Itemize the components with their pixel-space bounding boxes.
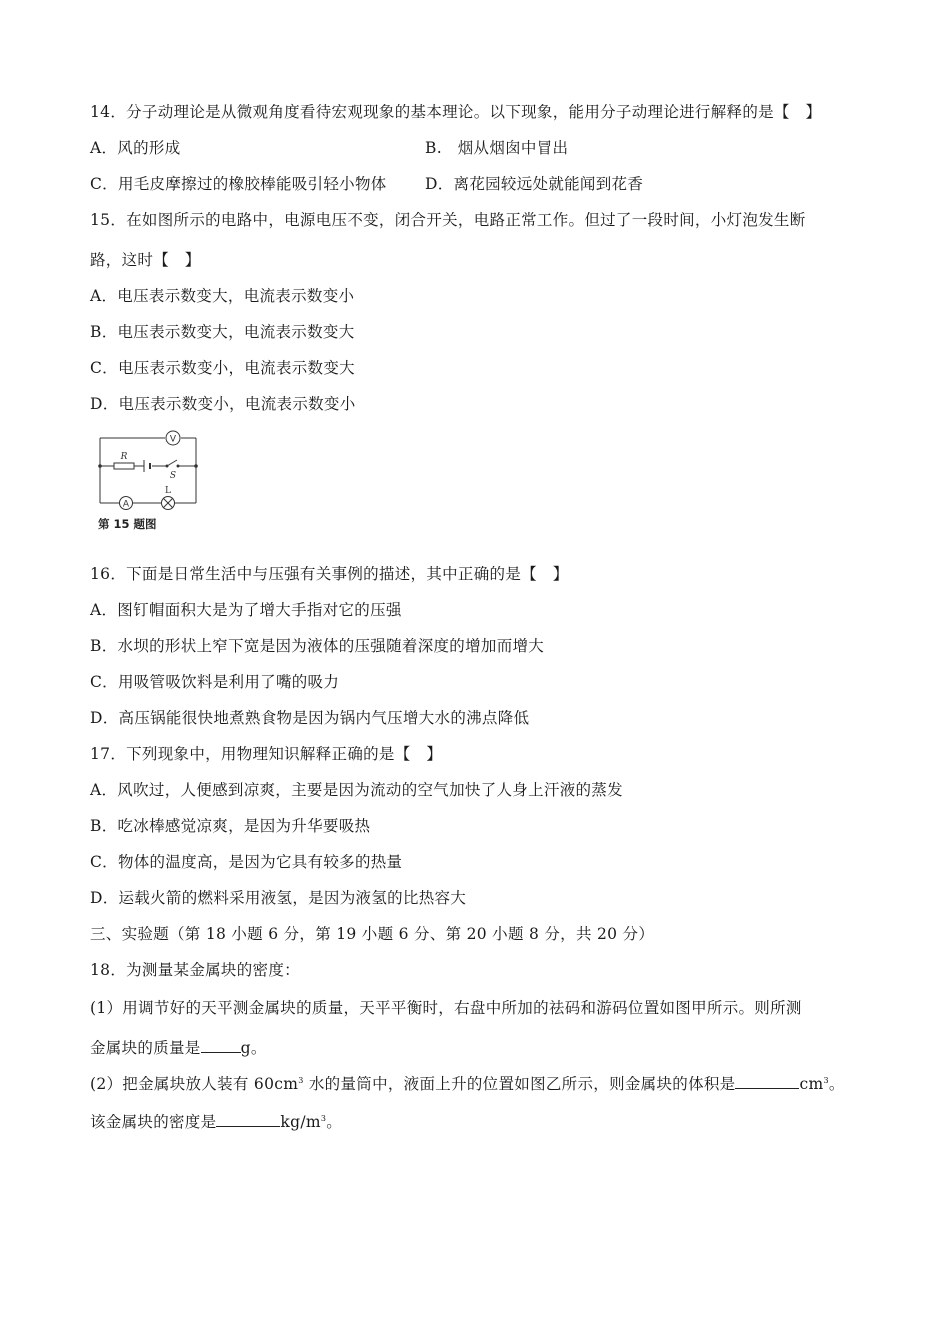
q17-option-a: A．风吹过，人便感到凉爽，主要是因为流动的空气加快了人身上汗液的蒸发 [90, 781, 623, 799]
q14-option-a: A．风的形成 [90, 139, 181, 157]
battery-symbol [144, 460, 150, 472]
q18-part2-text-mid: 水的量筒中，液面上升的位置如图乙所示，则金属块的体积是 [303, 1075, 736, 1093]
q17-option-c: C．物体的温度高，是因为它具有较多的热量 [90, 853, 403, 871]
q14-option-b: B. 烟从烟囱中冒出 [425, 139, 569, 157]
q18-part3 [90, 1112, 342, 1132]
q18-part2 [90, 1074, 845, 1094]
switch-label: S [169, 471, 177, 481]
q14-stem: 14．分子动理论是从微观角度看待宏观现象的基本理论。以下现象，能用分子动理论进行解释的是【 】 [90, 103, 822, 121]
mass-answer-blank[interactable] [201, 1038, 241, 1053]
q18-part1-line2 [90, 1038, 267, 1058]
section-three-title: 三、实验题（第 18 小题 6 分，第 19 小题 6 分、第 20 小题 8 分，共 20 分） [90, 925, 655, 943]
q18-part2-text: (2）把金属块放人装有 60cm [90, 1075, 299, 1093]
q16-option-d: D．高压锅能很快地煮熟食物是因为锅内气压增大水的沸点降低 [90, 709, 530, 727]
q15-option-c: C．电压表示数变小，电流表示数变大 [90, 359, 355, 377]
q18-part2-unit-sup: 3 [823, 1075, 829, 1085]
q18-stem: 18．为测量某金属块的密度： [90, 961, 300, 979]
lamp-symbol [162, 486, 175, 510]
q15-option-d: D．电压表示数变小，电流表示数变小 [90, 395, 356, 413]
q17-stem: 17．下列现象中，用物理知识解释正确的是【 】 [90, 745, 443, 763]
volume-answer-blank[interactable] [735, 1074, 799, 1089]
q18-part2-end: 。 [828, 1075, 845, 1093]
q18-part1-line1: (1）用调节好的天平测金属块的质量，天平平衡时，右盘中所加的祛码和游码位置如图甲所示。则所测 [90, 999, 802, 1017]
voltmeter-label: V [169, 434, 177, 445]
q18-part3-unit-sup: 3 [320, 1113, 327, 1123]
q16-option-c: C．用吸管吸饮料是利用了嘴的吸力 [90, 673, 340, 691]
q18-part1-unit: g。 [240, 1039, 267, 1057]
q14-option-d: D．离花园较远处就能闻到花香 [425, 175, 644, 193]
q18-part3-end: 。 [326, 1113, 343, 1131]
q18-part3-text: 该金属块的密度是 [90, 1113, 217, 1131]
q15-circuit-diagram [94, 428, 206, 536]
density-answer-blank[interactable] [216, 1112, 280, 1127]
q17-option-d: D．运载火箭的燃料采用液氢，是因为液氢的比热容大 [90, 889, 467, 907]
q16-option-a: A．图钉帽面积大是为了增大手指对它的压强 [90, 601, 402, 619]
q15-stem-line1: 15．在如图所示的电路中，电源电压不变，闭合开关，电路正常工作。但过了一段时间，小灯泡发生断 [90, 211, 806, 229]
resistor-symbol [114, 452, 134, 469]
q18-part3-unit: kg/m [280, 1113, 321, 1131]
q18-part1-text: 金属块的质量是 [90, 1039, 201, 1057]
q15-stem-line2: 路，这时【 】 [90, 251, 201, 269]
q18-part2-sup: 3 [298, 1075, 304, 1085]
q16-stem: 16．下面是日常生活中与压强有关事例的描述，其中正确的是【 】 [90, 565, 569, 583]
q15-option-b: B．电压表示数变大，电流表示数变大 [90, 323, 355, 341]
q17-option-b: B．吃冰棒感觉凉爽，是因为升华要吸热 [90, 817, 371, 835]
switch-symbol [166, 460, 180, 481]
ammeter-symbol [120, 497, 133, 510]
lamp-label: L [165, 486, 171, 496]
q14-option-c: C．用毛皮摩擦过的橡胶棒能吸引轻小物体 [90, 175, 387, 193]
q15-option-a: A．电压表示数变大，电流表示数变小 [90, 287, 355, 305]
ammeter-label: A [122, 499, 130, 510]
q16-option-b: B．水坝的形状上窄下宽是因为液体的压强随着深度的增加而增大 [90, 637, 545, 655]
resistor-label: R [120, 452, 128, 462]
q18-part2-unit: cm [799, 1075, 824, 1093]
voltmeter-symbol [166, 431, 180, 445]
figure-caption: 第 15 题图 [98, 517, 157, 531]
